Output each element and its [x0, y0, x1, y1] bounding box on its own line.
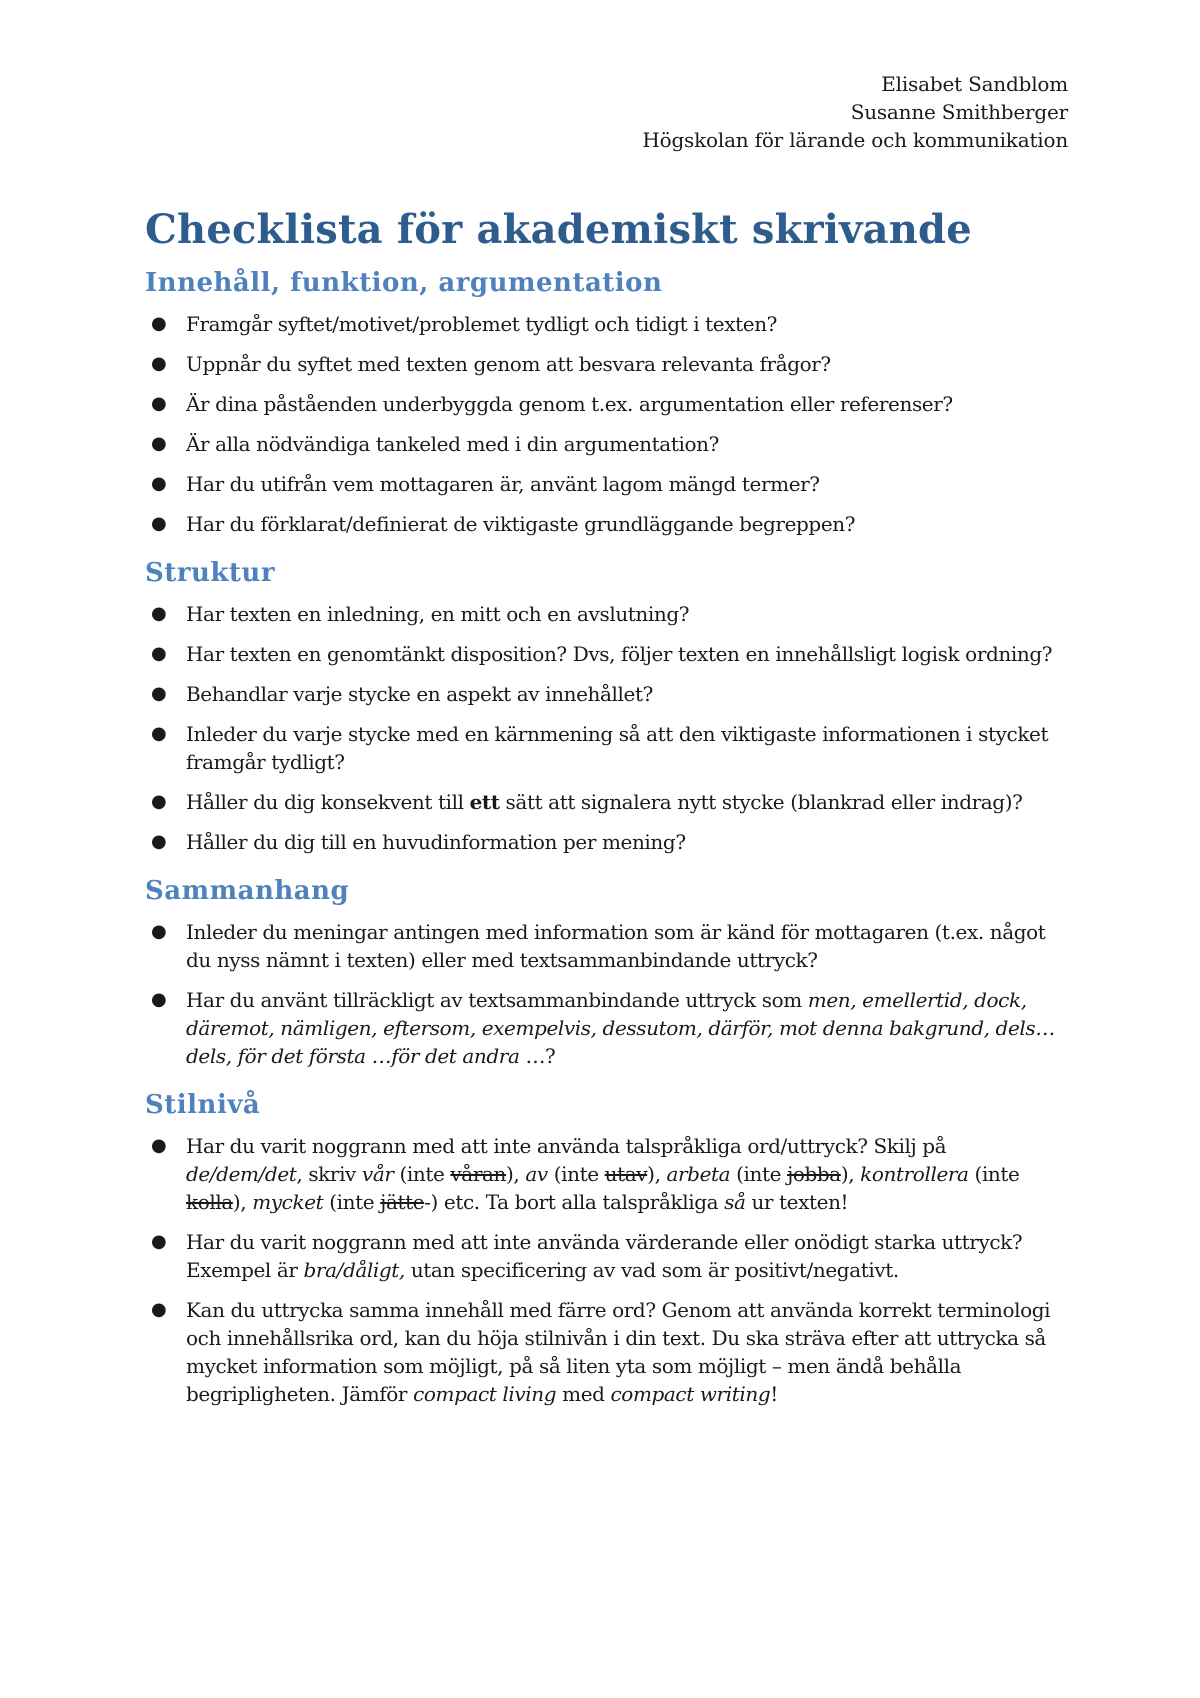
list-item: ● Har du använt tillräckligt av textsammanbindande uttryck som men, emellertid, dock, däremot, nämligen, eftersom, exempelvis, dessutom, därför, mot denna bakgrund, dels… dels, för det första …för det andra …? [151, 988, 1055, 1068]
list-item: ● Är dina påståenden underbyggda genom t.ex. argumentation eller referenser? [151, 392, 953, 416]
bullet-icon: ● [151, 473, 167, 494]
list-item: ● Är alla nödvändiga tankeled med i din argumentation? [151, 432, 719, 456]
list-item: ● Har texten en genomtänkt disposition? Dvs, följer texten en innehållsligt logisk ordning? [151, 642, 1053, 666]
bullet-icon: ● [151, 1135, 167, 1156]
document-title: Checklista för akademiskt skrivande [145, 206, 972, 253]
list-item: ● Behandlar varje stycke en aspekt av innehållet? [151, 682, 653, 706]
bullet-icon: ● [151, 791, 167, 812]
list-item: ● Inleder du varje stycke med en kärnmening så att den viktigaste informationen i stycket framgår tydligt? [151, 722, 1049, 774]
list-item: ● Håller du dig till en huvudinformation per mening? [151, 830, 686, 854]
section-heading-struktur: Struktur [145, 558, 276, 588]
list-item: ● Har texten en inledning, en mitt och en avslutning? [151, 602, 690, 626]
list-item: ● Har du utifrån vem mottagaren är, använt lagom mängd termer? [151, 472, 820, 496]
bullet-icon: ● [151, 643, 167, 664]
checklist-struktur [145, 600, 1068, 856]
bullet-icon: ● [151, 393, 167, 414]
list-item: ● Framgår syftet/motivet/problemet tydligt och tidigt i texten? [151, 312, 777, 336]
author-header [145, 70, 1068, 154]
bullet-icon: ● [151, 683, 167, 704]
checklist-innehall [145, 310, 1068, 538]
bullet-icon: ● [151, 1231, 167, 1252]
bullet-icon: ● [151, 433, 167, 454]
bullet-icon: ● [151, 1299, 167, 1320]
checklist-sammanhang [145, 918, 1068, 1070]
bullet-icon: ● [151, 723, 167, 744]
list-item: ● Kan du uttrycka samma innehåll med färre ord? Genom att använda korrekt terminologi och innehållsrika ord, kan du höja stilnivån i din text. Du ska sträva efter att uttrycka så mycket information som möjligt, på så liten yta som möjligt – men ändå behålla begripligheten. Jämför compact living med compact writing! [151, 1298, 1051, 1406]
bullet-icon: ● [151, 313, 167, 334]
section-heading-stilniva: Stilnivå [145, 1090, 261, 1120]
section-heading-sammanhang: Sammanhang [145, 876, 350, 906]
section-heading-innehall: Innehåll, funktion, argumentation [145, 268, 663, 298]
list-item: ● Uppnår du syftet med texten genom att besvara relevanta frågor? [151, 352, 831, 376]
list-item: ● Inleder du meningar antingen med information som är känd för mottagaren (t.ex. något du nyss nämnt i texten) eller med textsammanbindande uttryck? [151, 920, 1046, 972]
list-item: ● Har du varit noggrann med att inte använda värderande eller onödigt starka uttryck? Exempel är bra/dåligt, utan specificering av vad som är positivt/negativt. [151, 1230, 1023, 1282]
bullet-icon: ● [151, 353, 167, 374]
list-item: ● Har du förklarat/definierat de viktigaste grundläggande begreppen? [151, 512, 856, 536]
bullet-icon: ● [151, 603, 167, 624]
bullet-icon: ● [151, 831, 167, 852]
author-2: Susanne Smithberger [850, 100, 1068, 124]
author-1: Elisabet Sandblom [881, 72, 1068, 96]
bullet-icon: ● [151, 513, 167, 534]
checklist-stilniva [145, 1132, 1068, 1408]
list-item: ● Har du varit noggrann med att inte använda talspråkliga ord/uttryck? Skilj på de/dem/det, skriv vår (inte våran), av (inte utav), arbeta (inte jobba), kontrollera (inte kolla), mycket (inte jätte-) etc. Ta bort alla talspråkliga så ur texten! [151, 1134, 1020, 1214]
bullet-icon: ● [151, 989, 167, 1010]
institution: Högskolan för lärande och kommunikation [642, 128, 1068, 152]
list-item: ● Håller du dig konsekvent till ett sätt att signalera nytt stycke (blankrad eller indrag)? [151, 790, 1023, 814]
bullet-icon: ● [151, 921, 167, 942]
